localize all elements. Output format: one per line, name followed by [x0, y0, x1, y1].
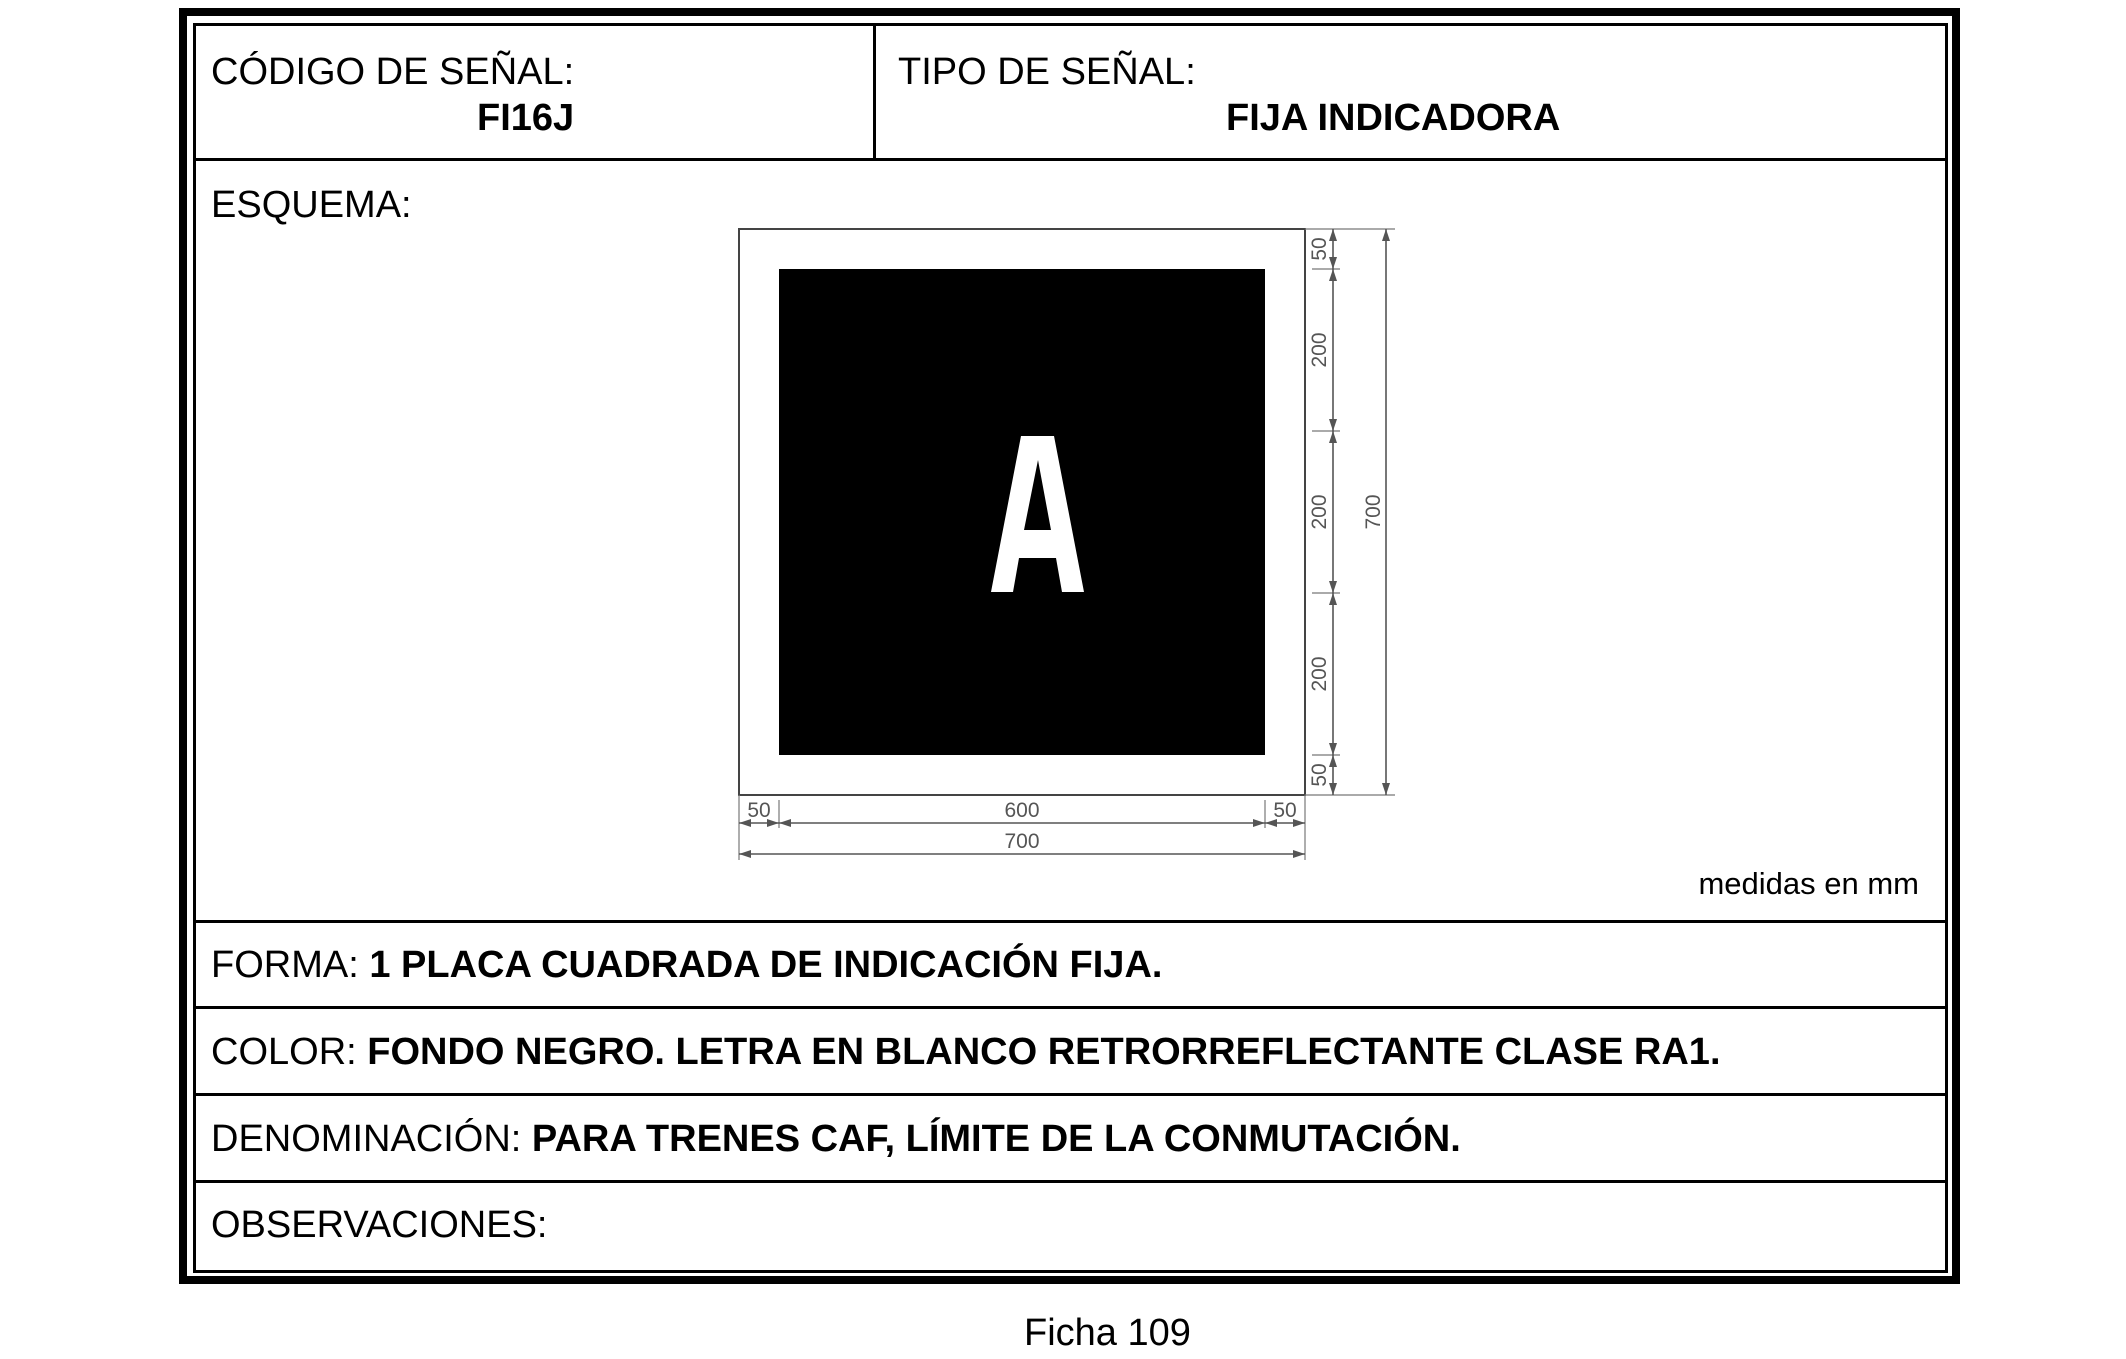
units-note: medidas en mm [1698, 866, 1919, 901]
forma-value: 1 PLACA CUADRADA DE INDICACIÓN FIJA. [369, 944, 1163, 986]
dim-v-5: 50 [1308, 763, 1331, 787]
denominacion-row [211, 1120, 1461, 1158]
dim-v-total: 700 [1362, 494, 1385, 530]
dim-v-4: 200 [1308, 656, 1331, 692]
codigo-value: FI16J [477, 97, 575, 139]
dim-v-1: 50 [1308, 237, 1331, 261]
tipo-label: TIPO DE SEÑAL: [898, 51, 1196, 93]
dim-h-total: 700 [1004, 830, 1040, 853]
dim-h-3: 50 [1273, 799, 1297, 822]
denominacion-value: PARA TRENES CAF, LÍMITE DE LA CONMUTACIÓN. [531, 1118, 1461, 1160]
tipo-value: FIJA INDICADORA [1226, 97, 1561, 139]
forma-label: FORMA: [211, 944, 359, 986]
color-label: COLOR: [211, 1031, 357, 1073]
esquema-label: ESQUEMA: [211, 184, 412, 226]
separator-denominacion [193, 1180, 1948, 1183]
denominacion-label: DENOMINACIÓN: [211, 1118, 522, 1160]
codigo-label: CÓDIGO DE SEÑAL: [211, 51, 575, 93]
separator-esquema [193, 920, 1948, 923]
observaciones-row [211, 1206, 547, 1244]
dim-h-1: 50 [747, 799, 771, 822]
separator-header-vertical [873, 23, 876, 161]
dim-v-3: 200 [1308, 494, 1331, 530]
separator-color [193, 1093, 1948, 1096]
page-caption: Ficha 109 [1024, 1312, 1191, 1354]
forma-row [211, 946, 1162, 984]
separator-forma [193, 1006, 1948, 1009]
sign-diagram [700, 200, 1460, 900]
color-value: FONDO NEGRO. LETRA EN BLANCO RETRORREFLECTANTE CLASE RA1. [367, 1031, 1721, 1073]
dim-v-2: 200 [1308, 332, 1331, 368]
dim-h-2: 600 [1004, 799, 1040, 822]
separator-header [193, 158, 1948, 161]
observaciones-label: OBSERVACIONES: [211, 1204, 548, 1246]
color-row [211, 1033, 1721, 1071]
